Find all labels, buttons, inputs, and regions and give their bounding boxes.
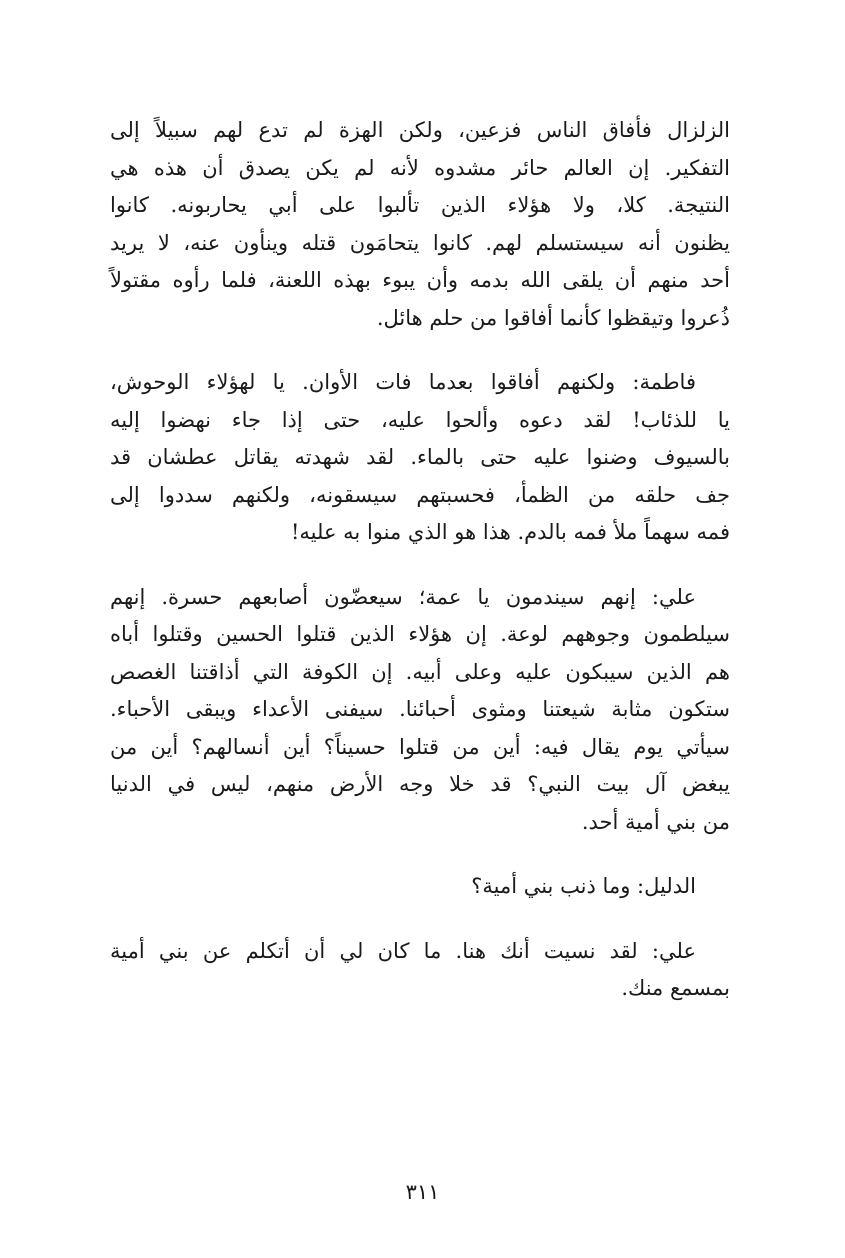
- paragraph-2-fatima: [110, 364, 730, 552]
- text-line: علي: إنهم سيندمون يا عمة؛ سيعضّون أصابعهم حسرة. إنهم: [110, 584, 696, 609]
- text-line: علي: لقد نسيت أنك هنا. ما كان لي أن أتكلم عن بني أمية: [110, 938, 696, 963]
- text-line: جف حلقه من الظمأ، فحسبتهم سيسقونه، ولكنهم سددوا إلى: [110, 482, 730, 507]
- text-line: يبغض آل بيت النبي؟ قد خلا وجه الأرض منهم، ليس في الدنيا: [110, 772, 730, 796]
- text-line: الدليل: وما ذنب بني أمية؟: [471, 874, 696, 898]
- text-line: فمه سهماً ملأ فمه بالدم. هذا هو الذي منوا به عليه!: [290, 520, 730, 544]
- text-line: ستكون مثابة شيعتنا ومثوى أحبائنا. سيفنى الأعداء ويبقى الأحباء.: [110, 697, 730, 721]
- text-line: يظنون أنه سيستسلم لهم. كانوا يتحامَون قتله وينأون عنه، لا يريد: [110, 230, 730, 255]
- text-line: هم الذين سيبكون عليه وعلى أبيه. إن الكوفة التي أذاقتنا الغصص: [110, 659, 730, 684]
- text-line: أحد منهم أن يلقى الله بدمه وأن يبوء بهذه اللعنة، فلما رأوه مقتولاً: [110, 268, 730, 292]
- text-line: سيأتي يوم يقال فيه: أين من قتلوا حسيناً؟ أين أنسالهم؟ أين من: [110, 734, 730, 759]
- text-line: سيلطمون وجوههم لوعة. إن هؤلاء الذين قتلوا الحسين وقتلوا أباه: [110, 622, 730, 646]
- paragraph-3-ali: [110, 579, 730, 842]
- text-line: الزلزال فأفاق الناس فزعين، ولكن الهزة لم تدع لهم سبيلاً إلى: [110, 118, 730, 142]
- paragraph-4-guide: [110, 868, 730, 906]
- text-line: يا للذئاب! لقد دعوه وألحوا عليه، حتى إذا جاء نهضوا إليه: [110, 407, 730, 432]
- text-line: بمسمع منك.: [621, 976, 730, 1000]
- text-line: فاطمة: ولكنهم أفاقوا بعدما فات الأوان. يا لهؤلاء الوحوش،: [110, 370, 696, 394]
- text-line: بالسيوف وضنوا عليه حتى بالماء. لقد شهدته يقاتل عطشان قد: [110, 445, 730, 469]
- text-line: من بني أمية أحد.: [581, 809, 730, 834]
- paragraph-5-ali: [110, 933, 730, 1008]
- text-line: التفكير. إن العالم حائر مشدوه لأنه لم يكن يصدق أن هذه هي: [110, 155, 730, 180]
- text-line: النتيجة. كلا، ولا هؤلاء الذين تألبوا على أبي يحاربونه. كانوا: [110, 193, 730, 217]
- page-number: ٣١١: [405, 1180, 440, 1204]
- page-body: [110, 112, 730, 1008]
- text-line: ذُعروا وتيقظوا كأنما أفاقوا من حلم هائل.: [376, 305, 730, 330]
- paragraph-1: [110, 112, 730, 337]
